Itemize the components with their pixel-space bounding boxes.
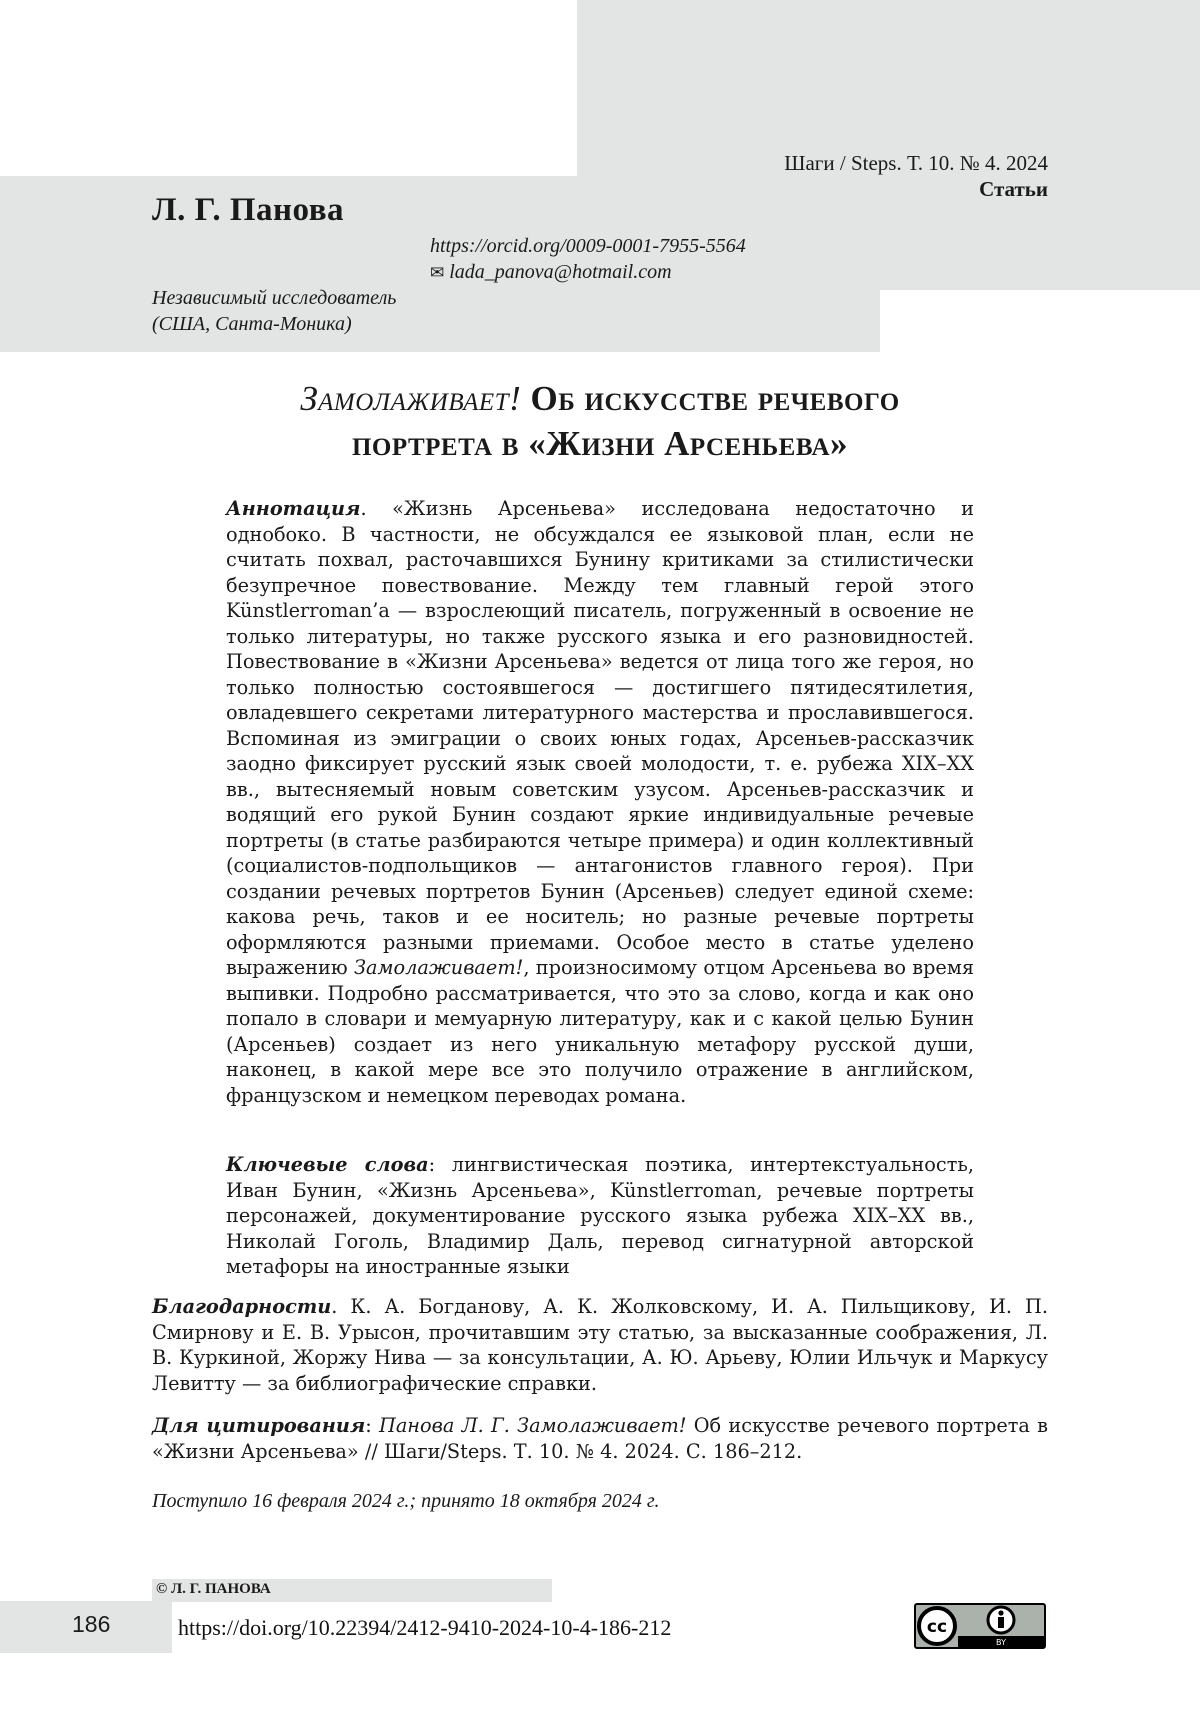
acknowledgements-text: . К. А. Богданову, А. К. Жолковскому, И. А. Пильщикову, И. П. Смирнову и Е. В. Урысон, прочитавшим эту статью, за высказанные соображения, Л. В. Куркиной, Жоржу Нива — за консультации, А. Ю. Арьеву, Юлии Ильчук и Маркусу Левитту — за библиографические справки. [152, 1295, 1048, 1395]
orcid-link[interactable]: https://orcid.org/0009-0001-7955-5564 [430, 235, 746, 257]
abstract-label: Аннотация [226, 497, 361, 520]
title-italic-part: Замолаживает! [300, 379, 522, 418]
email-line [430, 259, 746, 286]
page-number: 186 [72, 1611, 111, 1637]
article-title-line-1 [152, 376, 1048, 421]
header-band-bottom [0, 290, 880, 352]
citation-colon: : [365, 1414, 379, 1437]
author-name: Л. Г. Панова [152, 192, 345, 228]
doi-link[interactable]: https://doi.org/10.22394/2412-9410-2024-10-4-186-212 [178, 1615, 672, 1640]
email-icon: ✉ [430, 263, 445, 283]
citation-label: Для цитирования [152, 1414, 366, 1437]
abstract-text-1: . «Жизнь Арсеньева» исследована недостаточно и однобоко. В частности, не обсуждался ее языковой план, если не считать похвал, расточавшихся Бунину критиками за стилистически безупречное повествование. Между тем главный герой этого Künstlerroman’а — взрослеющий писатель, погруженный в освоение не только литературы, но также русского языка и его разновидностей. Повествование в «Жизни Арсеньева» ведется от лица того же героя, но только полностью состоявшегося — достигшего пятидесятилетия, овладевшего секретами литературного мастерства и прославившегося. Вспоминая из эмиграции о своих юных годах, Арсеньев-рассказчик заодно фиксирует русский язык своей молодости, т. е. рубежа XIX–XX вв., вытесняемый новым советским узусом. Арсеньев-рассказчик и водящий его рукой Бунин создают яркие индивидуальные речевые портреты (в статье разбираются четыре примера) и один коллективный (социалистов-подпольщиков — антагонистов главного героя). При создании речевых портретов Бунин (Арсеньев) следует единой схеме: какова речь, таков и ее носитель; но разные речевые портреты оформляются разными приемами. Особое место в статье уделено выражению [226, 497, 974, 979]
journal-rubric: Статьи [979, 177, 1048, 201]
cc-by-label: BY [996, 1638, 1006, 1647]
affiliation-line-1: Независимый исследователь [152, 287, 397, 309]
email-link[interactable]: lada_panova@hotmail.com [449, 261, 672, 283]
author-contacts [430, 233, 746, 286]
svg-text:cc: cc [926, 1617, 948, 1637]
copyright: © Л. Г. ПАНОВА [156, 1581, 271, 1597]
article-title-line-2: портрета в «Жизни Арсеньева» [351, 424, 849, 463]
acknowledgements-label: Благодарности [152, 1295, 332, 1318]
abstract [226, 496, 974, 1108]
citation-italic-ref: Панова Л. Г. Замолаживает! [379, 1414, 687, 1437]
article-title [152, 376, 1048, 466]
keywords-label: Ключевые слова [226, 1153, 429, 1176]
citation [152, 1413, 1048, 1464]
journal-issue-line: Шаги / Steps. Т. 10. № 4. 2024 [784, 151, 1048, 175]
author-affiliation [152, 285, 396, 337]
citation-text: Об искусстве речевого портрета в «Жизни Арсеньева» // Шаги/Steps. Т. 10. № 4. 2024. С. 186–212. [152, 1414, 1048, 1463]
title-line-1-rest: Об искусстве речевого [530, 379, 900, 418]
keywords-text: : лингвистическая поэтика, интертекстуальность, Иван Бунин, «Жизнь Арсеньева», Künstlerroman, речевые портреты персонажей, документирование русского языка рубежа XIX–XX вв., Николай Гоголь, Владимир Даль, перевод сигнатурной авторской метафоры на иностранные языки [226, 1153, 974, 1278]
journal-info [784, 150, 1048, 202]
affiliation-line-2: (США, Санта-Моника) [152, 313, 352, 335]
acknowledgements [152, 1294, 1048, 1396]
received-dates: Поступило 16 февраля 2024 г.; принято 18 октября 2024 г. [152, 1490, 660, 1512]
keywords [226, 1152, 974, 1280]
abstract-text-2: , произносимому отцом Арсеньева во время выпивки. Подробно рассматривается, что это за слово, когда и как оно попало в словари и мемуарную литературу, как и с какой целью Бунин (Арсеньев) создает из него уникальную метафору русской души, наконец, в какой мере все это получило отражение в английском, французском и немецком переводах романа. [226, 956, 974, 1107]
abstract-italic-term: Замолаживает! [353, 956, 524, 979]
cc-by-license-icon[interactable] [914, 1603, 1046, 1649]
